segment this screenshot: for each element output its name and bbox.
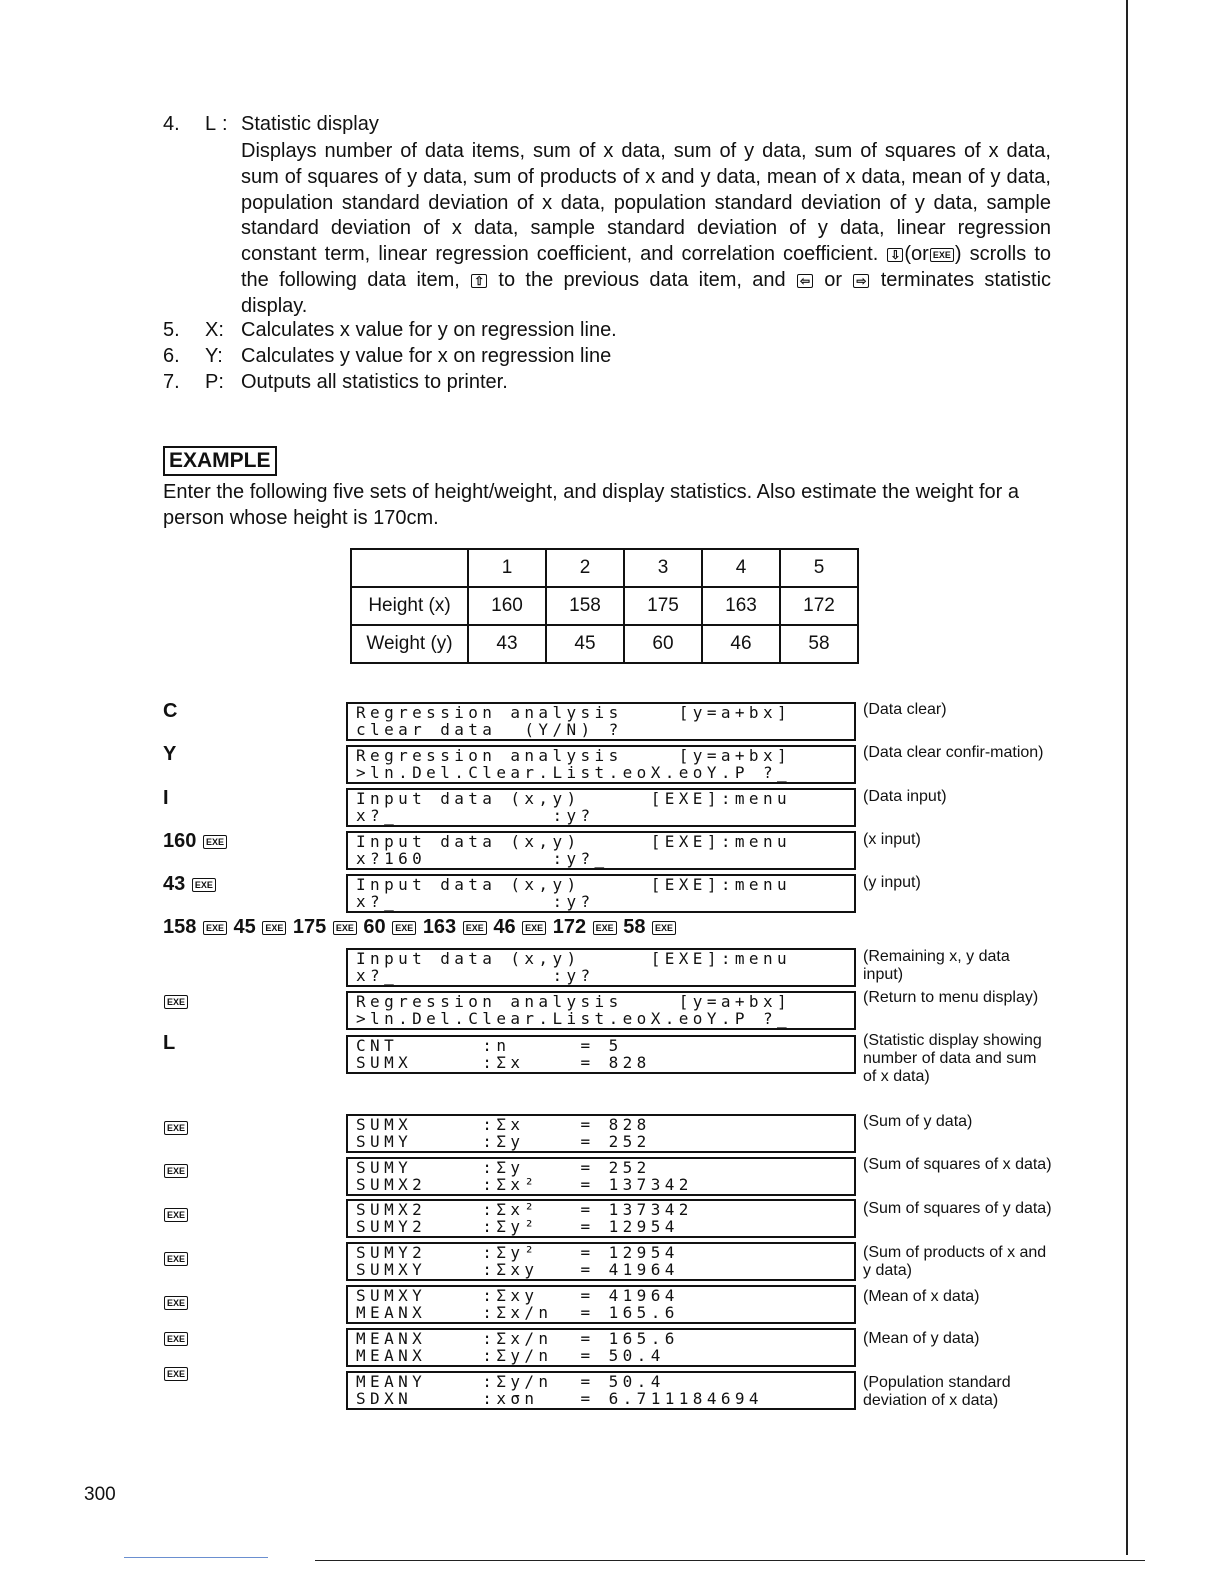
lcd-display: CNT :n = 5 SUMX :Σx = 828	[346, 1035, 856, 1074]
step-key	[163, 1116, 189, 1139]
item-4-title: Statistic display	[241, 113, 379, 135]
step-note: (Remaining x, y data input)	[863, 948, 1010, 983]
lcd-display: Input data (x,y) [EXE]:menu x?_ :y?	[346, 948, 856, 987]
exe-key-icon: EXE	[164, 1252, 188, 1266]
exe-key-icon: EXE	[203, 835, 227, 849]
step-key: C	[163, 700, 178, 722]
table-cell: 58	[780, 625, 858, 663]
step-key-group: 160 EXE	[163, 830, 228, 853]
exe-key-icon: EXE	[192, 878, 216, 892]
exe-key-icon: EXE	[203, 921, 227, 935]
lcd-display: Input data (x,y) [EXE]:menu x?_ :y?	[346, 874, 856, 913]
step-key	[163, 1203, 189, 1226]
lcd-display: Regression analysis [y=a+bx] >ln.Del.Clear.List.eoX.eoY.P ?_	[346, 991, 856, 1030]
table-row	[351, 587, 858, 625]
step-note: (Sum of squares of x data)	[863, 1156, 1052, 1173]
step-key	[163, 990, 189, 1013]
exe-key-icon: EXE	[593, 921, 617, 935]
table-header-row	[351, 549, 858, 587]
up-arrow-key-icon: ⇧	[471, 274, 487, 288]
item-7-letter: P:	[205, 371, 224, 393]
table-cell: 160	[468, 587, 546, 625]
lcd-display: Regression analysis [y=a+bx] >ln.Del.Clear.List.eoX.eoY.P ?_	[346, 745, 856, 784]
step-key: Y	[163, 743, 177, 765]
footer-rule	[124, 1557, 268, 1558]
step-note: (Sum of products of x and y data)	[863, 1244, 1047, 1279]
step-note: (x input)	[863, 831, 921, 848]
exe-key-icon: EXE	[164, 995, 188, 1009]
step-key: L	[163, 1032, 176, 1054]
step-key	[163, 1327, 189, 1350]
step-key	[163, 1247, 189, 1270]
exe-key-icon: EXE	[164, 1367, 188, 1381]
table-cell: 60	[624, 625, 702, 663]
step-note: (Data clear)	[863, 701, 947, 718]
exe-key-icon: EXE	[164, 1208, 188, 1222]
table-cell: Height (x)	[351, 587, 468, 625]
lcd-display: SUMY2 :Σy² = 12954 SUMXY :Σxy = 41964	[346, 1242, 856, 1281]
step-key: I	[163, 787, 169, 809]
data-table	[350, 548, 859, 664]
item-7-number: 7.	[163, 371, 180, 393]
lcd-display: Input data (x,y) [EXE]:menu x?160 :y?_	[346, 831, 856, 870]
table-cell	[351, 549, 468, 587]
table-cell: 45	[546, 625, 624, 663]
step-note: (Return to menu display)	[863, 989, 1039, 1006]
step-key	[163, 1159, 189, 1182]
item-6-text: Calculates y value for x on regression line	[241, 345, 612, 367]
page-number: 300	[84, 1484, 116, 1505]
item-5-text: Calculates x value for y on regression line.	[241, 319, 617, 341]
page-edge-rule	[1126, 0, 1128, 1555]
exe-key-icon: EXE	[164, 1121, 188, 1135]
table-cell: 3	[624, 549, 702, 587]
step-note: (Statistic display showing number of data and sum of x data)	[863, 1032, 1042, 1085]
step-note: (Data input)	[863, 788, 947, 805]
table-cell: 4	[702, 549, 780, 587]
table-cell: 175	[624, 587, 702, 625]
lcd-display: MEANY :Σy/n = 50.4 SDXN :xσn = 6.711184694	[346, 1371, 856, 1410]
item-4-number: 4.	[163, 113, 180, 135]
exe-key-icon: EXE	[333, 921, 357, 935]
step-key	[163, 1291, 189, 1314]
right-arrow-key-icon: ⇨	[853, 274, 869, 288]
lcd-display: SUMX :Σx = 828 SUMY :Σy = 252	[346, 1114, 856, 1153]
exe-key-icon: EXE	[164, 1332, 188, 1346]
exe-key-icon: EXE	[522, 921, 546, 935]
exe-key-icon: EXE	[652, 921, 676, 935]
step-key-group: 43 EXE	[163, 873, 217, 896]
step-note: (Mean of y data)	[863, 1330, 980, 1347]
key-sequence: 158 EXE 45 EXE 175 EXE 60 EXE 163 EXE 46 EXE 172 EXE 58 EXE	[163, 916, 677, 939]
exe-key-icon: EXE	[262, 921, 286, 935]
lcd-display: SUMXY :Σxy = 41964 MEANX :Σx/n = 165.6	[346, 1285, 856, 1324]
lcd-display: SUMY :Σy = 252 SUMX2 :Σx² = 137342	[346, 1157, 856, 1196]
down-arrow-key-icon: ⇩	[887, 248, 903, 262]
item-6-number: 6.	[163, 345, 180, 367]
lcd-display: Regression analysis [y=a+bx] clear data (Y/N) ?	[346, 702, 856, 741]
table-cell: 172	[780, 587, 858, 625]
example-heading: EXAMPLE	[163, 446, 277, 476]
step-note: (y input)	[863, 874, 921, 891]
exe-key-icon: EXE	[930, 248, 954, 262]
table-cell: 46	[702, 625, 780, 663]
left-arrow-key-icon: ⇦	[797, 274, 813, 288]
step-note: (Population standard deviation of x data)	[863, 1374, 1011, 1409]
step-note: (Data clear confir-mation)	[863, 744, 1044, 761]
item-7-text: Outputs all statistics to printer.	[241, 371, 508, 393]
table-cell: 1	[468, 549, 546, 587]
table-cell: 163	[702, 587, 780, 625]
item-4-description: Displays number of data items, sum of x data, sum of y data, sum of squares of x data, sum of squares of y data, sum of products of x and y data, mean of x data, mean of y data, population standard deviation of x data, population standard deviation of y data, sample standard deviation of x data, sample standard deviation of y data, linear regression constant term, linear regression coefficient, and correlation coefficient. ⇩ (or EXE ) scrolls to the following data item, ⇧ to the previous data item, and ⇦ or ⇨ terminates statistic display.	[241, 140, 1052, 317]
item-4-letter: L	[205, 113, 217, 135]
exe-key-icon: EXE	[164, 1296, 188, 1310]
step-note: (Sum of y data)	[863, 1113, 973, 1130]
lcd-display: Input data (x,y) [EXE]:menu x?_ :y?	[346, 788, 856, 827]
step-note: (Sum of squares of y data)	[863, 1200, 1052, 1217]
lcd-display: SUMX2 :Σx² = 137342 SUMY2 :Σy² = 12954	[346, 1199, 856, 1238]
item-5-letter: X:	[205, 319, 224, 341]
exe-key-icon: EXE	[164, 1164, 188, 1178]
table-row	[351, 625, 858, 663]
table-cell: 2	[546, 549, 624, 587]
exe-key-icon: EXE	[392, 921, 416, 935]
item-6-letter: Y:	[205, 345, 223, 367]
exe-key-icon: EXE	[463, 921, 487, 935]
table-cell: 5	[780, 549, 858, 587]
step-note: (Mean of x data)	[863, 1288, 980, 1305]
step-key	[163, 1362, 189, 1385]
table-cell: Weight (y)	[351, 625, 468, 663]
item-4-colon: :	[222, 113, 228, 135]
item-5-number: 5.	[163, 319, 180, 341]
example-intro: Enter the following five sets of height/weight, and display statistics. Also estimate the weight for a person whose height is 170cm.	[163, 481, 1020, 529]
table-cell: 158	[546, 587, 624, 625]
footer-rule	[315, 1560, 1145, 1561]
table-cell: 43	[468, 625, 546, 663]
lcd-display: MEANX :Σx/n = 165.6 MEANX :Σy/n = 50.4	[346, 1328, 856, 1367]
